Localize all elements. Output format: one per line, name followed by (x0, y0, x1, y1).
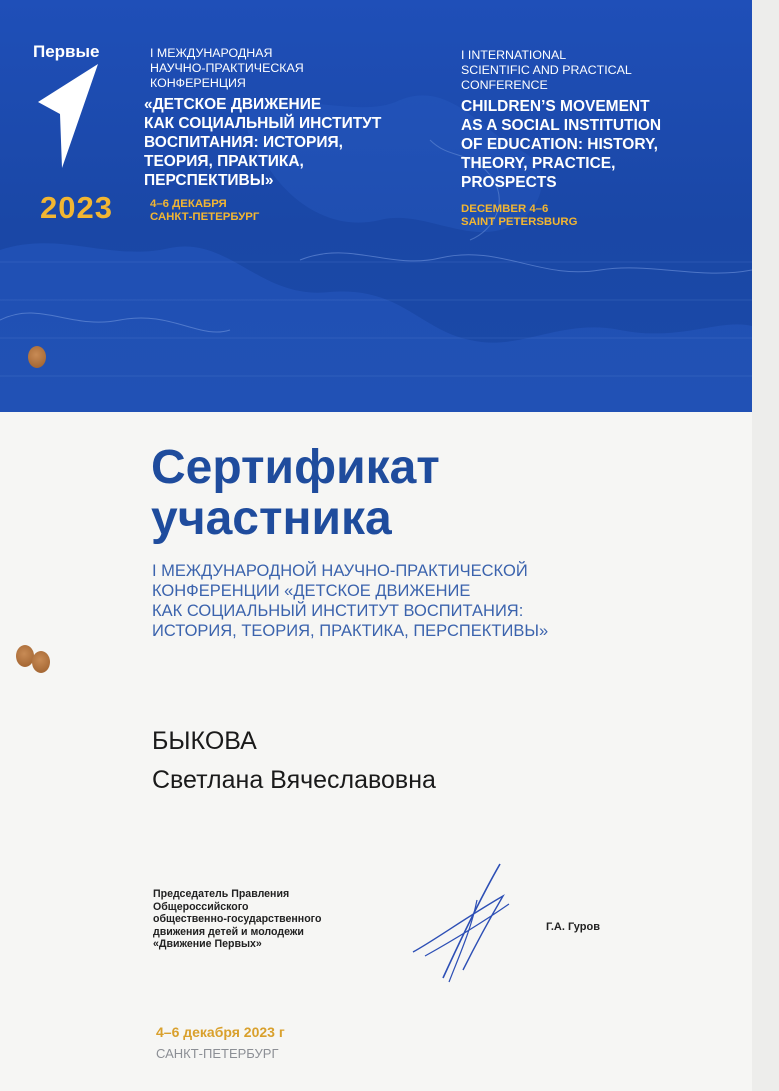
paper-edge (752, 0, 779, 1091)
event-year: 2023 (40, 190, 113, 225)
handwritten-signature (405, 860, 525, 985)
punch-hole (32, 651, 50, 673)
ru-conference-title: «ДЕТСКОЕ ДВИЖЕНИЕ КАК СОЦИАЛЬНЫЙ ИНСТИТУТ ВОСПИТАНИЯ: ИСТОРИЯ, ТЕОРИЯ, ПРАКТИКА, ПЕРСПЕКТИВЫ» (144, 96, 382, 189)
ru-line-2: НАУЧНО-ПРАКТИЧЕСКАЯ (150, 61, 304, 75)
punch-hole (28, 346, 46, 368)
participant-given-names: Светлана Вячеславовна (152, 766, 436, 794)
en-line-2: SCIENTIFIC AND PRACTICAL (461, 63, 632, 77)
participant-surname: БЫКОВА (152, 727, 257, 755)
footer-city: САНКТ-ПЕТЕРБУРГ (156, 1046, 279, 1061)
ru-line-3: КОНФЕРЕНЦИЯ (150, 76, 246, 90)
certificate-title: Сертификат участника (151, 441, 440, 545)
ru-date: 4–6 ДЕКАБРЯ (150, 198, 227, 210)
en-conference-title: CHILDREN’S MOVEMENT AS A SOCIAL INSTITUTION OF EDUCATION: HISTORY, THEORY, PRACTICE, PROSPECTS (461, 98, 662, 191)
header-banner (0, 0, 752, 412)
en-line-1: I INTERNATIONAL (461, 48, 567, 62)
dates-en (461, 203, 577, 229)
ru-city: САНКТ-ПЕТЕРБУРГ (150, 211, 260, 223)
footer-date: 4–6 декабря 2023 г (156, 1024, 285, 1040)
logo-text: Первые (33, 42, 100, 61)
signer-name: Г.А. Гуров (546, 921, 600, 933)
dates-ru (150, 198, 259, 224)
en-city: SAINT PETERSBURG (461, 216, 578, 228)
en-date: DECEMBER 4–6 (461, 203, 549, 215)
signer-position: Председатель Правления Общероссийского общественно-государственного движения детей и молодежи «Движение Первых» (153, 888, 322, 950)
en-line-3: CONFERENCE (461, 78, 548, 92)
pervye-arrow-logo-icon (36, 64, 102, 168)
ru-line-1: I МЕЖДУНАРОДНАЯ (150, 46, 273, 60)
conference-header-ru (144, 46, 382, 190)
certificate-subtitle: I МЕЖДУНАРОДНОЙ НАУЧНО-ПРАКТИЧЕСКОЙ КОНФЕРЕНЦИИ «ДЕТСКОЕ ДВИЖЕНИЕ КАК СОЦИАЛЬНЫЙ ИНСТИТУТ ВОСПИТАНИЯ: ИСТОРИЯ, ТЕОРИЯ, ПРАКТИКА, ПЕРСПЕКТИВЫ» (152, 562, 549, 640)
conference-header-en (461, 48, 661, 192)
